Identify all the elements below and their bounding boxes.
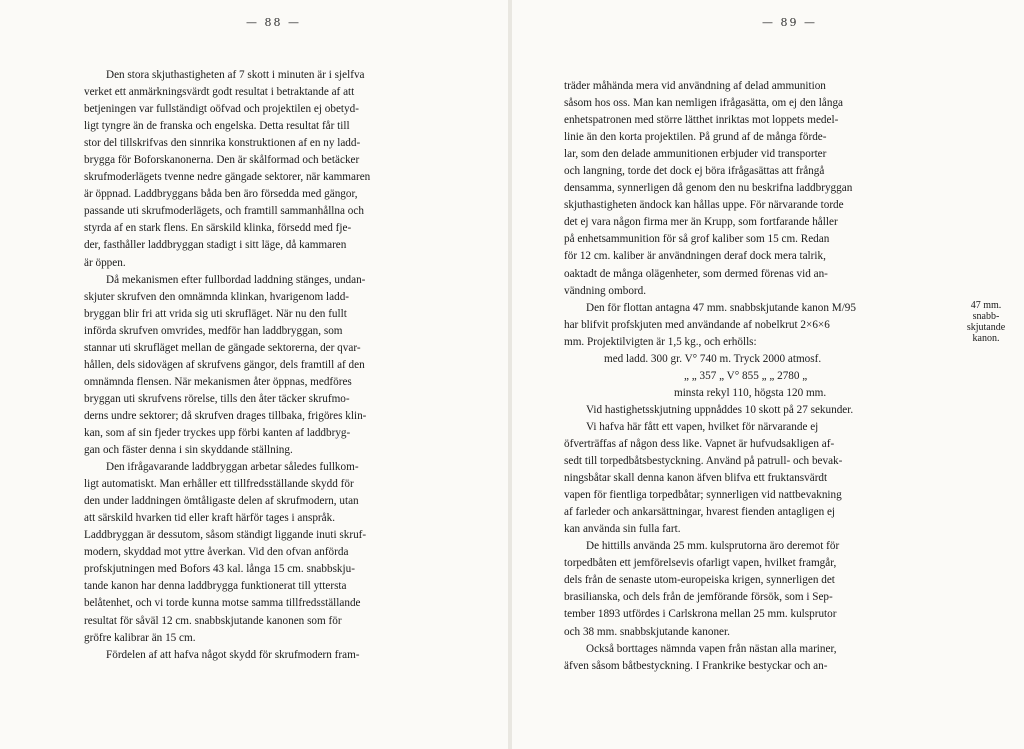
text-line: af farleder och ankarsättningar, hvarest fienden antagligen ej [564,506,836,519]
text-line: „ „ 357 „ V° 855 „ „ 2780 „ [684,369,808,382]
text-line: Den stora skjuthastigheten af 7 skott i minuten är i sjelfva [106,69,365,81]
text-line: vändning ombord. [564,284,647,297]
text-line: tande kanon har denna laddbrygga funktionerat till yttersta [84,580,347,593]
margin-note-line: kanon. [972,333,1000,344]
text-line: oaktadt de många olägenheter, som dermed förenas vid an- [564,267,828,280]
text-line: minsta rekyl 110, högsta 120 mm. [674,386,827,399]
margin-note-line: skjutande [966,322,1006,333]
text-line: hållen, dels sidovägen af skrufvens gängor, dels framtill af den [84,358,365,371]
text-line: brasilianska, och dels från de jemförande försök, som i Sep- [564,591,833,604]
text-line: öfverträffas af någon dess like. Vapnet är hufvudsakligen af- [564,437,835,450]
text-line: stor del tillskrifvas den sinnrika konstruktionen af en ny ladd- [84,137,361,150]
text-line: mm. Projektilvigten är 1,5 kg., och erhölls: [564,335,757,348]
page-number-left: — 88 — [246,16,301,29]
text-line: är öppen. [84,256,126,269]
text-line: skjuthastigheten ändock kan hållas uppe. För närvarande torde [564,199,844,212]
text-line: Den ifrågavarande laddbryggan arbetar således fullkom- [106,461,359,474]
margin-note-line: 47 mm. [970,300,1002,311]
text-line: den under laddningen ömtåligaste delen af skrufmodern, utan [84,495,359,508]
text-line: är öppnad. Laddbryggans båda ben äro försedda med gängor, [84,188,358,201]
text-line: och 38 mm. snabbskjutande kanoner. [564,625,730,638]
left-page-text [84,67,370,664]
right-page [512,0,1024,749]
text-line: tember 1893 utfördes i Carlskrona mellan 25 mm. kulsprutor [564,608,837,621]
text-line: Då mekanismen efter fullbordad laddning stänges, undan- [106,273,366,286]
text-line: derns undre sektorer; då skrufven drages tillbaka, frigöres klin- [84,409,367,422]
text-line: träder måhända mera vid användning af delad ammunition [564,80,826,92]
margin-note-line: snabb- [972,311,1000,322]
text-line: enhetspatronen med större lätthet inriktas mot loppets medel- [564,114,839,127]
text-line: Vi hafva här fått ett vapen, hvilket för närvarande ej [586,420,819,433]
text-line: Den för flottan antagna 47 mm. snabbskjutande kanon M/95 [586,301,856,314]
text-line: kan, som af sin fjeder tryckes upp förbi kanten af laddbryg- [84,426,351,439]
text-line: der, fasthåller laddbryggan stadigt i sitt läge, då kammaren [84,239,347,252]
text-line: på enhetsammunition för så grof kaliber som 15 cm. Redan [564,233,830,246]
text-line: torpedbåten ett jemförelsevis ofarligt vapen, hvilket framgår, [564,557,837,570]
text-line: äfven såsom båtbestyckning. I Frankrike bestyckar och an- [564,659,828,672]
margin-note [956,300,1016,344]
text-line: densamma, synnerligen då genom den nu beskrifna laddbryggan [564,182,853,195]
text-line: skjuter skrufven den omnämnda klinkan, hvarigenom ladd- [84,290,350,303]
text-line: brygga för Boforskanonerna. Den är skålformad och betäcker [84,154,360,167]
text-line: verket ett anmärkningsvärdt godt resultat i betraktande af att [84,86,355,99]
text-line: ningsbåtar skall denna kanon äfven blifva ett fruktansvärdt [564,472,828,485]
text-line: att särskild hvarken tid eller kraft härför tages i anspråk. [84,512,336,525]
text-line: och langning, torde det dock ej böra ifrågasättas att frångå [564,165,825,178]
page-number-right: — 89 — [762,16,817,29]
right-page-text [564,78,856,675]
text-line: Laddbryggan är dessutom, såsom ständigt liggande inuti skruf- [84,529,367,542]
text-line: modern, skyddad mot yttre åverkan. Vid den ofvan anförda [84,546,349,559]
text-line: såsom hos oss. Man kan nemligen ifrågasätta, om ej den långa [564,97,843,110]
text-line: omnämnda flensen. När mekanismen åter öppnas, medföres [84,375,352,388]
text-line: bryggan blir fri att vrida sig uti skrufläget. När nu den fullt [84,307,347,320]
text-line: sedt till torpedbåtsbestyckning. Använd på patrull- och bevak- [564,455,843,468]
text-line: betjeningen var fullständigt oöfvad och projektilen ej obetyd- [84,103,359,116]
text-line: belåtenhet, och vi torde kunna motse samma tillfredsställande [84,597,361,610]
text-line: Fördelen af att hafva något skydd för skrufmodern fram- [106,648,360,661]
text-line: införda skrufven omvrides, medför han laddbryggan, som [84,324,343,337]
text-line: med ladd. 300 gr. V° 740 m. Tryck 2000 atmosf. [604,352,822,365]
text-line: Också borttages nämnda vapen från nästan alla mariner, [586,642,837,655]
text-line: för 12 cm. kaliber är användningen deraf dock mera talrik, [564,250,826,263]
text-line: har blifvit profskjuten med användande af nobelkrut 2×6×6 [564,318,830,331]
text-line: det ej vara någon firma mer än Krupp, som fortfarande håller [564,216,838,229]
text-line: linie än den korta projektilen. På grund af de många förde- [564,131,827,144]
text-line: gröfre kalibrar än 15 cm. [84,631,196,644]
text-line: resultat för såväl 12 cm. snabbskjutande kanonen som för [84,614,342,627]
text-line: passande uti skrufmoderlägets, och framtill sammanhållna och [84,205,364,218]
text-line: skrufmoderlägets tvenne nedre gängade sektorer, när kammaren [84,171,371,184]
text-line: ligt automatiskt. Man erhåller ett tillfredsställande skydd för [84,478,354,491]
text-line: lar, som den delade ammunitionen erbjuder vid transporter [564,148,827,161]
text-line: bryggan uti skrufvens rörelse, tills den åter täcker skrufmo- [84,392,350,405]
text-line: profskjutningen med Bofors 43 kal. långa 15 cm. snabbskju- [84,563,355,576]
text-line: kan använda sin fulla fart. [564,523,681,536]
text-line: dels från de senaste utom-europeiska krigen, synnerligen det [564,574,835,587]
text-line: ligt tyngre än de franska och engelska. Detta resultat får till [84,120,350,133]
text-line: styrda af en stark flens. En särskild klinka, försedd med fje- [84,222,352,235]
text-line: stannar uti skrufläget mellan de gängade sektorerna, der qvar- [84,341,361,354]
text-line: vapen för fientliga torpedbåtar; synnerligen vid nattbevakning [564,489,842,502]
text-line: gan och fäster denna i sin skyddande ställning. [84,444,293,457]
text-line: De hittills använda 25 mm. kulsprutorna äro deremot för [586,540,840,553]
text-line: Vid hastighetsskjutning uppnåddes 10 skott på 27 sekunder. [586,403,854,416]
